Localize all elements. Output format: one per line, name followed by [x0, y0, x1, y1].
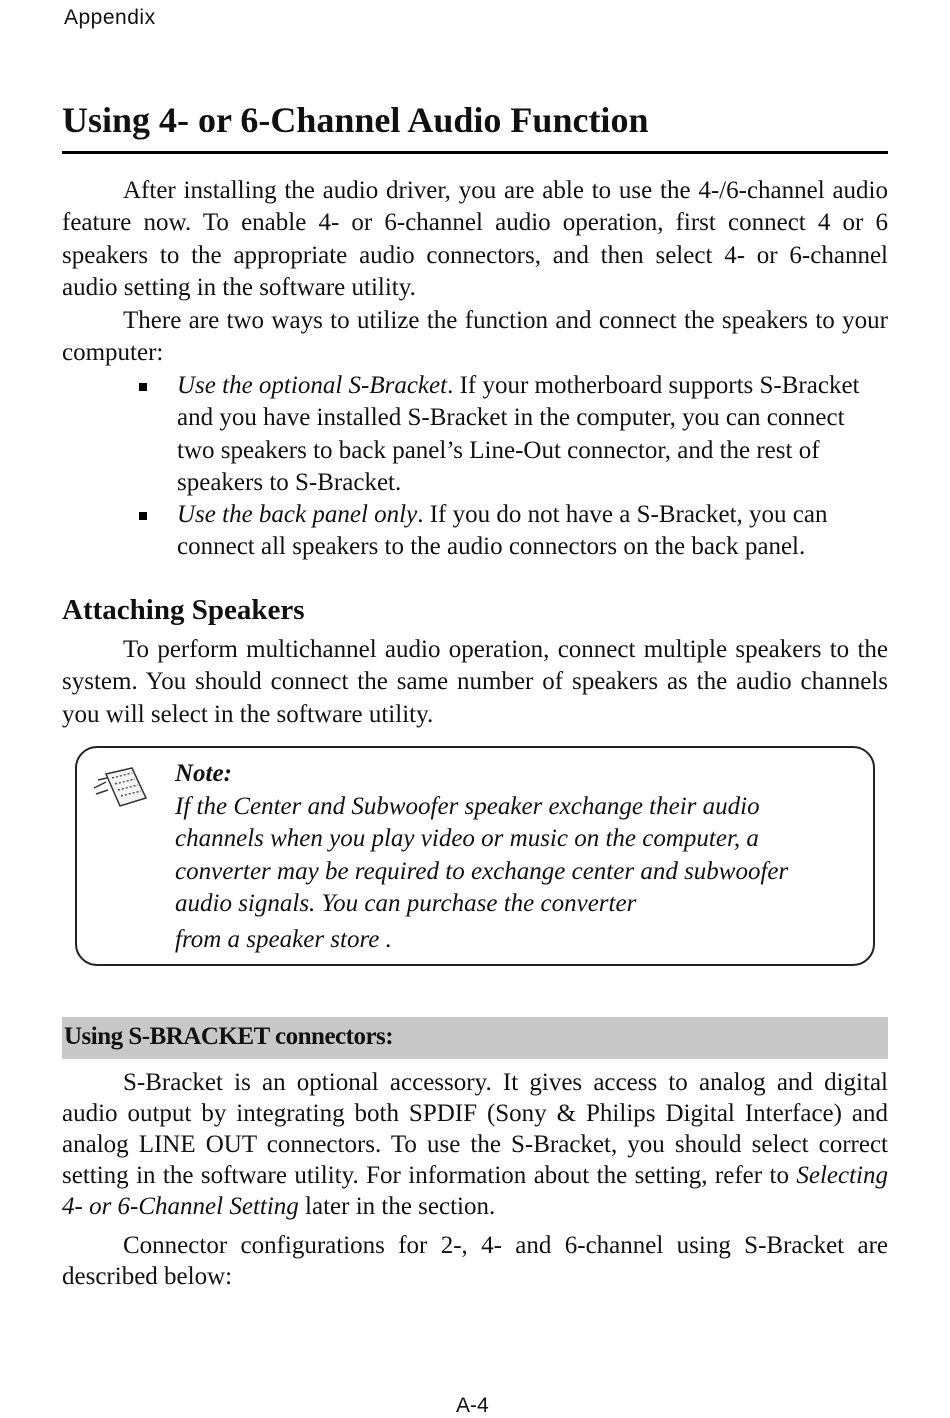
page-number: A-4 — [456, 1394, 489, 1417]
list-item — [62, 499, 888, 564]
title-rule — [62, 151, 888, 154]
sbracket-text-before: S-Bracket is an optional accessory. It gives access to analog and digital audio output by integrating both SPDIF (Sony & Philips Digital Interface) and analog LINE OUT connectors. To use the S-Bracket, you should select correct setting in the software utility. For information about the setting, refer to — [62, 1069, 888, 1189]
bullet-lead: Use the optional S-Bracket — [177, 372, 448, 399]
bullet-square-icon — [139, 383, 147, 391]
attaching-speakers-heading: Attaching Speakers — [62, 594, 305, 626]
note-paper-icon — [92, 764, 152, 817]
note-text — [175, 758, 835, 956]
sbracket-paragraph — [62, 1067, 888, 1222]
ways-paragraph: There are two ways to utilize the function and connect the speakers to your computer: — [62, 307, 888, 367]
running-head: Appendix — [64, 6, 156, 29]
note-label: Note: — [175, 760, 232, 787]
sbracket-section-heading: Using S-BRACKET connectors: — [62, 1017, 888, 1059]
page-title: Using 4- or 6-Channel Audio Function — [62, 100, 649, 140]
bullet-square-icon — [139, 512, 147, 520]
attaching-paragraph: To perform multichannel audio operation, connect multiple speakers to the system. You should connect the same number of speakers as the audio channels you will select in the software utility. — [62, 636, 888, 728]
intro-paragraph: After installing the audio driver, you are able to use the 4-/6-channel audio feature now. To enable 4- or 6-channel audio operation, first connect 4 or 6 speakers to the appropriate audio connectors, and then select 4- or 6-channel audio setting in the software utility. — [62, 177, 888, 301]
bullet-lead: Use the back panel only — [177, 501, 418, 529]
bullet-list — [62, 370, 888, 564]
note-last-line: from a speaker store . — [175, 925, 392, 953]
bullet-text: . If you do not have a S-Bracket, you can connect all speakers to the audio connectors on the back panel. — [177, 501, 828, 561]
bullet-text: . If your motherboard supports S-Bracket and you have installed S-Bracket in the computer, you can connect two speakers to back panel’s Line-Out connector, and the rest of speakers to S-Bracket. — [177, 372, 860, 496]
sbracket-text-after: later in the section. — [298, 1193, 496, 1220]
note-body: If the Center and Subwoofer speaker exchange their audio channels when you play video or music on the computer, a converter may be required to exchange center and subwoofer audio signals. You can purchase the converter — [175, 792, 789, 917]
list-item — [62, 370, 888, 499]
configurations-paragraph: Connector configurations for 2-, 4- and 6-channel using S-Bracket are described below: — [62, 1232, 888, 1290]
sbracket-reference: Selecting 4- or 6-Channel Setting — [62, 1162, 888, 1220]
